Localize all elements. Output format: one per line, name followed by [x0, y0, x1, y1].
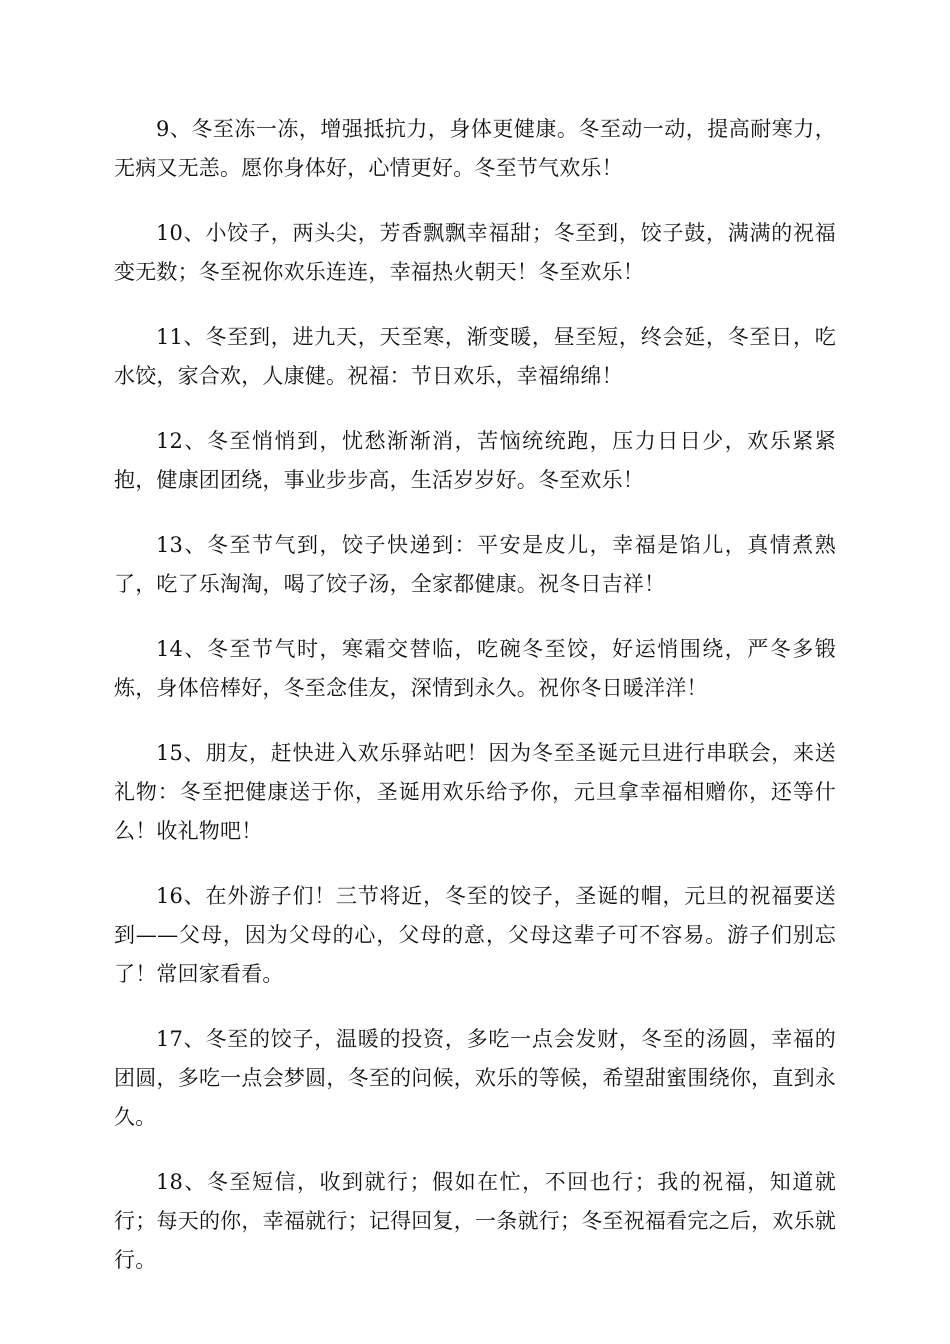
paragraph-15: 15、朋友，赶快进入欢乐驿站吧！因为冬至圣诞元旦进行串联会，来送礼物：冬至把健康送于你，圣诞用欢乐给予你，元旦拿幸福相赠你，还等什么！收礼物吧！	[114, 741, 836, 843]
paragraph-11: 11、冬至到，进九天，天至寒，渐变暖，昼至短，终会延，冬至日，吃水饺，家合欢，人康健。祝福：节日欢乐，幸福绵绵！	[114, 325, 836, 388]
paragraph-16: 16、在外游子们！三节将近，冬至的饺子，圣诞的帽，元旦的祝福要送到——父母，因为父母的心，父母的意，父母这辈子可不容易。游子们别忘了！常回家看看。	[114, 884, 836, 986]
paragraph-18: 18、冬至短信，收到就行；假如在忙，不回也行；我的祝福，知道就行；每天的你，幸福就行；记得回复，一条就行；冬至祝福看完之后，欢乐就行。	[114, 1170, 836, 1272]
paragraph-14: 14、冬至节气时，寒霜交替临，吃碗冬至饺，好运悄围绕，严冬多锻炼，身体倍棒好，冬至念佳友，深情到永久。祝你冬日暖洋洋！	[114, 637, 836, 700]
document-body	[114, 110, 836, 1306]
paragraph-17: 17、冬至的饺子，温暖的投资，多吃一点会发财，冬至的汤圆，幸福的团圆，多吃一点会梦圆，冬至的问候，欢乐的等候，希望甜蜜围绕你，直到永久。	[114, 1027, 836, 1129]
paragraph-13: 13、冬至节气到，饺子快递到：平安是皮儿，幸福是馅儿，真情煮熟了，吃了乐淘淘，喝了饺子汤，全家都健康。祝冬日吉祥！	[114, 533, 836, 596]
paragraph-10: 10、小饺子，两头尖，芳香飘飘幸福甜；冬至到，饺子鼓，满满的祝福变无数；冬至祝你欢乐连连，幸福热火朝天！冬至欢乐！	[114, 221, 836, 284]
paragraph-12: 12、冬至悄悄到，忧愁渐渐消，苦恼统统跑，压力日日少，欢乐紧紧抱，健康团团绕，事业步步高，生活岁岁好。冬至欢乐！	[114, 429, 836, 492]
paragraph-9: 9、冬至冻一冻，增强抵抗力，身体更健康。冬至动一动，提高耐寒力，无病又无恙。愿你身体好，心情更好。冬至节气欢乐！	[114, 117, 836, 180]
